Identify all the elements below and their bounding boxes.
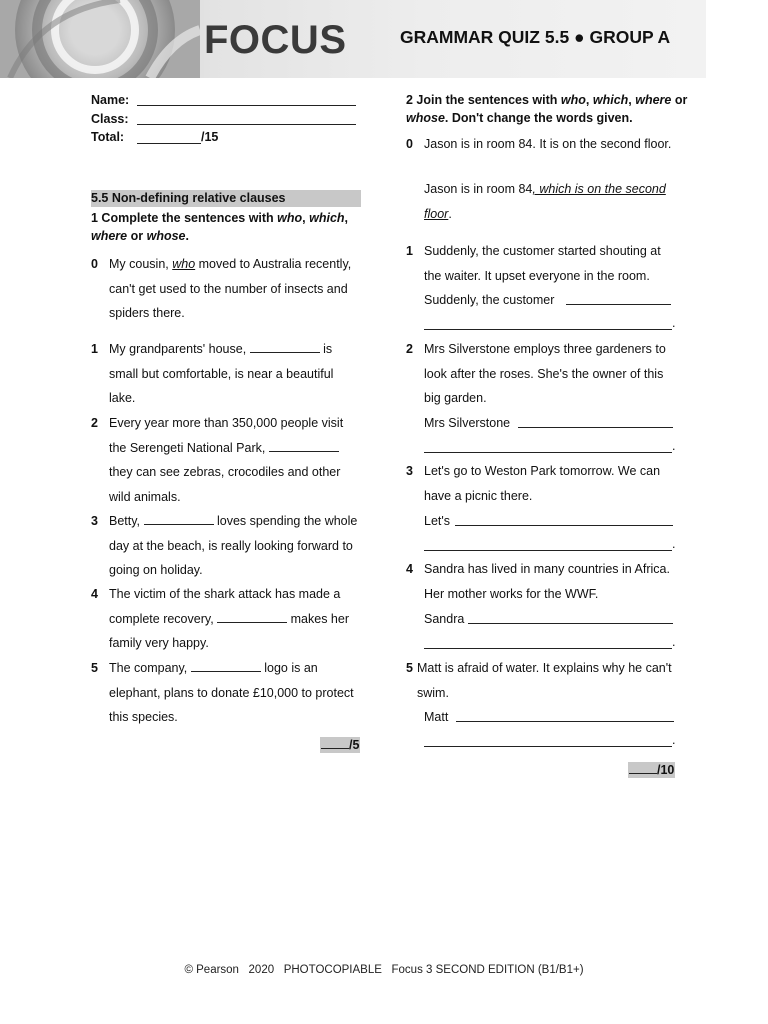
answer-line[interactable]: [424, 550, 672, 551]
ex2-item-3-start: Let's: [424, 514, 451, 528]
ex2-item-2: 2 Mrs Silverstone employs three gardeners to look after the roses. She's the owner of this big garden.: [406, 342, 666, 405]
quiz-title: GRAMMAR QUIZ 5.5 ● GROUP A: [400, 27, 671, 47]
ex1-item-5: 5 The company, logo is an elephant, plans to donate £10,000 to protect this species.: [91, 656, 363, 730]
answer-blank[interactable]: [217, 609, 287, 623]
ex2-item-1-start: Suddenly, the customer: [424, 293, 555, 307]
answer-line[interactable]: [566, 304, 671, 305]
ex2-item-2-start: Mrs Silverstone: [424, 416, 511, 430]
footer: © Pearson 2020 PHOTOCOPIABLE Focus 3 SECOND EDITION (B1/B1+): [184, 964, 584, 976]
answer-line[interactable]: [468, 623, 673, 624]
exercise2-instructions: 2 Join the sentences with who, which, where or whose. Don't change the words given.: [406, 93, 688, 125]
ex2-item-4: 4 Sandra has lived in many countries in Africa. Her mother works for the WWF.: [406, 562, 670, 601]
ex1-score: /5: [320, 737, 360, 753]
total-label: Total:: [91, 130, 125, 145]
swirl-graphic: [0, 0, 200, 78]
ex2-item-5-start: Matt: [424, 710, 449, 724]
ex1-item-4: 4 The victim of the shark attack has made a complete recovery, makes her family very happy.: [91, 587, 349, 650]
section-heading: 5.5 Non-defining relative clauses: [91, 190, 361, 207]
answer-line[interactable]: [424, 329, 672, 330]
ex1-item-2: 2 Every year more than 350,000 people visit the Serengeti National Park, they can see zebras, crocodiles and other wild animals.: [91, 416, 344, 504]
student-info: [91, 91, 361, 147]
answer-blank[interactable]: [250, 339, 320, 353]
answer-line[interactable]: [455, 525, 673, 526]
ex2-item-3: 3 Let's go to Weston Park tomorrow. We can have a picnic there.: [406, 464, 661, 503]
answer-line[interactable]: [424, 452, 672, 453]
total-max: /15: [201, 130, 219, 145]
ex2-score: /10: [628, 762, 675, 778]
ex1-item-3: 3 Betty, loves spending the whole day at the beach, is really looking forward to going on holiday.: [91, 509, 363, 583]
answer-blank[interactable]: [144, 511, 214, 525]
answer-line[interactable]: [424, 648, 672, 649]
ex2-item-4-start: Sandra: [424, 612, 465, 626]
answer-line[interactable]: [456, 721, 674, 722]
total-field[interactable]: [137, 132, 201, 144]
answer-line[interactable]: [518, 427, 673, 428]
answer-line[interactable]: [424, 746, 672, 747]
ex2-item-5: 5 Matt is afraid of water. It explains why he can't swim.: [406, 661, 672, 700]
class-field[interactable]: [137, 113, 356, 125]
exercise1-instructions: 1 Complete the sentences with who, which, where or whose.: [91, 211, 349, 243]
ex2-example: 0 Jason is in room 84. It is on the second floor.: [406, 137, 672, 151]
answer-blank[interactable]: [191, 658, 261, 672]
answer-blank[interactable]: [269, 438, 339, 452]
example-answer: who: [172, 257, 196, 271]
ex2-example-answer: Jason is in room 84, which is on the second floor.: [424, 182, 666, 221]
ex1-item-1: 1 My grandparents' house, is small but comfortable, is near a beautiful lake.: [91, 337, 363, 411]
ex1-item-0: 0 My cousin, who moved to Australia recently, can't get used to the number of insects and spiders there.: [91, 257, 352, 320]
class-label: Class:: [91, 111, 129, 126]
name-field[interactable]: [137, 94, 356, 106]
ex2-item-1: 1 Suddenly, the customer started shouting at the waiter. It upset everyone in the room.: [406, 244, 661, 283]
focus-logo: FOCUS: [204, 18, 347, 62]
name-label: Name:: [91, 93, 130, 108]
